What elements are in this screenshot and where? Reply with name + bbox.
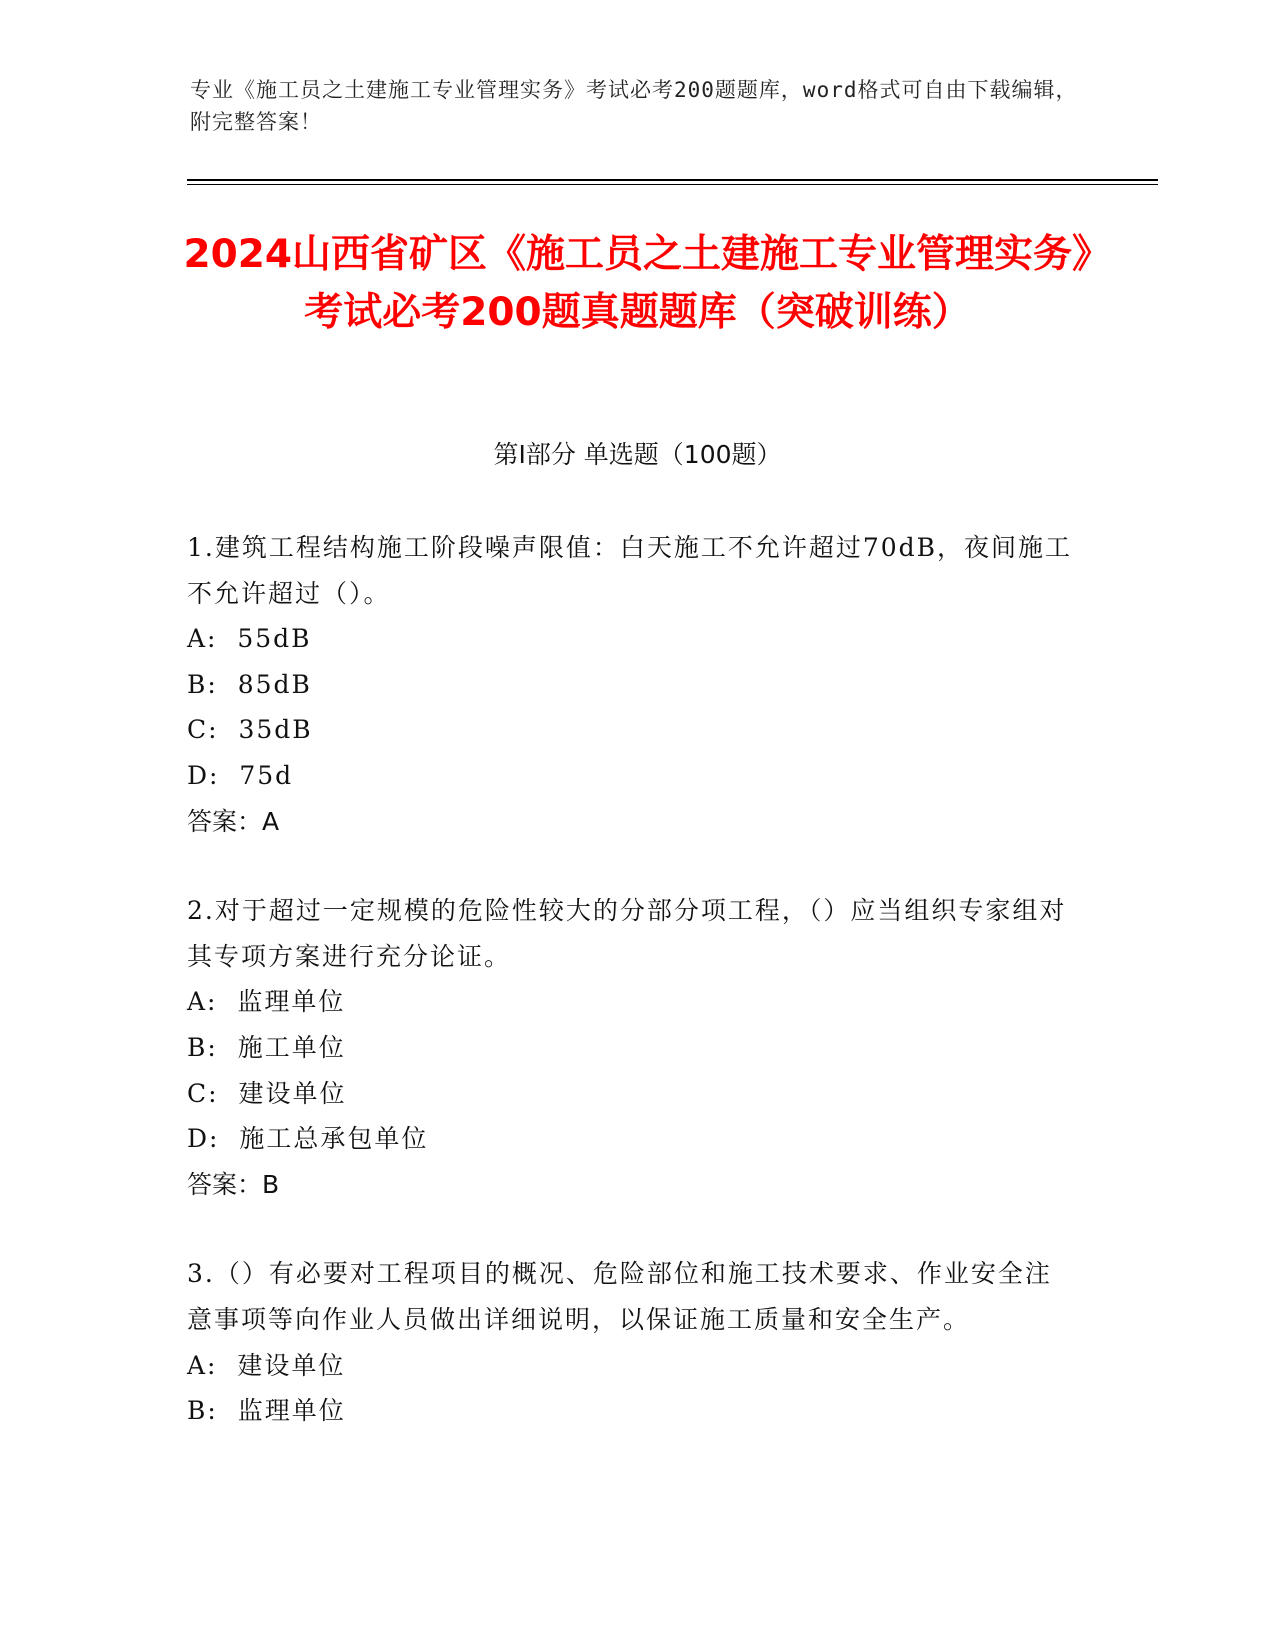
question-3 [187,1251,1077,1433]
option-b: B: 施工单位 [187,1032,346,1062]
option-d: D: 施工总承包单位 [187,1124,429,1154]
header-divider-thin [187,184,1158,185]
question-text: 3.（）有必要对工程项目的概况、危险部位和施工技术要求、作业安全注意事项等向作业人员做出详细说明，以保证施工质量和安全生产。 [187,1259,1052,1334]
question-list [187,525,1077,1478]
header-note: 专业《施工员之土建施工专业管理实务》考试必考200题题库，word格式可自由下载编辑，附完整答案！ [190,78,1078,134]
header-divider-thick [187,179,1158,181]
option-a: A: 监理单位 [187,987,346,1017]
option-a: A: 55dB [187,624,312,654]
option-b: B: 监理单位 [187,1396,346,1426]
option-d: D: 75d [187,760,294,790]
question-2 [187,888,1077,1207]
answer: 答案：A [187,806,280,836]
option-c: C: 建设单位 [187,1078,347,1108]
answer: 答案：B [187,1169,280,1199]
question-1 [187,525,1077,844]
section-title: 第I部分 单选题（100题） [493,440,782,469]
option-a: A: 建设单位 [187,1350,346,1380]
question-text: 1.建筑工程结构施工阶段噪声限值：白天施工不允许超过70dB，夜间施工不允许超过（）。 [187,533,1073,608]
option-b: B: 85dB [187,669,312,699]
question-text: 2.对于超过一定规模的危险性较大的分部分项工程，（）应当组织专家组对其专项方案进行充分论证。 [187,896,1067,971]
document-title: 2024山西省矿区《施工员之土建施工专业管理实务》考试必考200题真题题库（突破训练） [183,232,1092,335]
option-c: C: 35dB [187,715,313,745]
